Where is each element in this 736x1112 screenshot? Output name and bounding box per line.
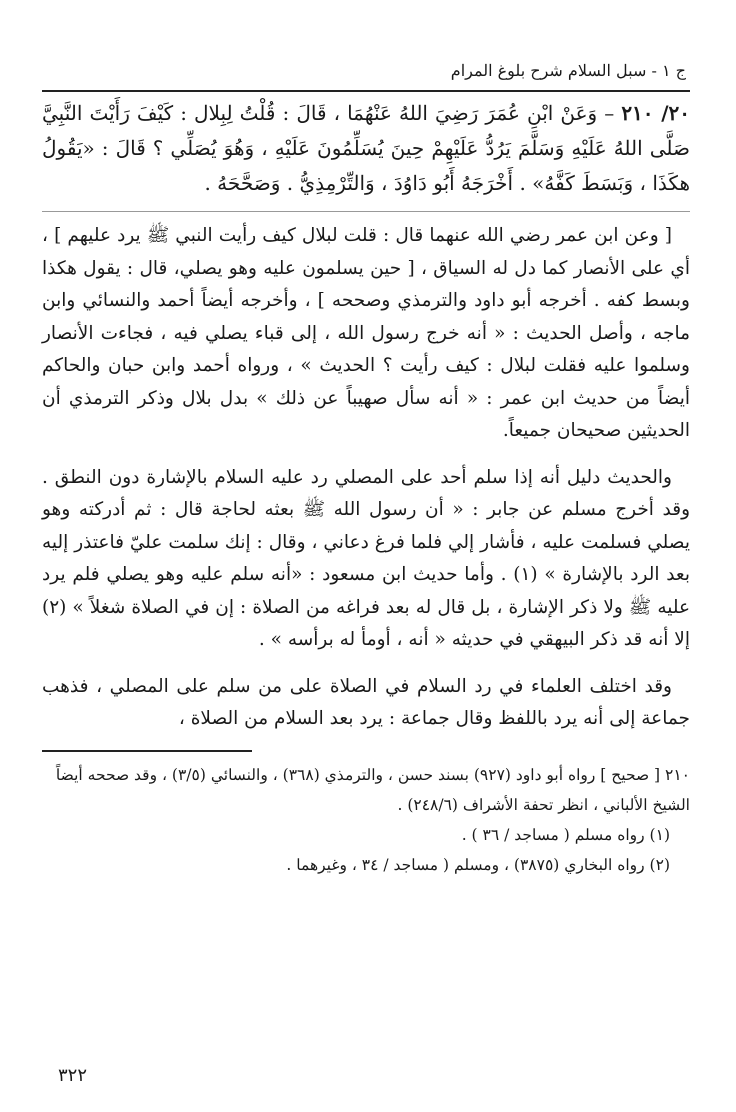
footnotes <box>42 760 690 880</box>
footnote-1: (١) رواه مسلم ( مساجد / ٣٦ ) . <box>461 825 670 844</box>
page-number: ٣٢٢ <box>58 1065 88 1086</box>
footnote-main: ٢١٠ [ صحيح ] رواه أبو داود (٩٢٧) بسند حسن ، والترمذي (٣٦٨) ، والنسائي (٣/٥) ، وقد صححه أيضاً الشيخ الألباني ، انظر تحفة الأشراف (٢٤٨/٦) . <box>55 765 690 814</box>
book-page <box>42 58 690 1072</box>
footnote-2: (٢) رواه البخاري (٣٨٧٥) ، ومسلم ( مساجد / ٣٤ ، وغيرهما . <box>286 855 670 874</box>
footnote-divider <box>42 750 252 752</box>
commentary-paragraph: وقد اختلف العلماء في رد السلام في الصلاة على من سلم على المصلي ، فذهب جماعة إلى أنه يرد باللفظ وقال جماعة : يرد بعد السلام من الصلاة ، <box>42 675 690 729</box>
hadith-number: ٢٠/ ٢١٠ <box>621 101 690 125</box>
hadith-text: – وَعَنْ ابْنِ عُمَرَ رَضِيَ اللهُ عَنْهُمَا ، قَالَ : قُلْتُ لِبِلال : كَيْفَ رَأَيْتَ النَّبِيَّ صَلَّى اللهُ عَلَيْهِ وَسَلَّمَ يَرُدُّ عَلَيْهِمْ حِينَ يُسَلِّمُونَ عَلَيْهِ ، وَهُوَ يُصَلِّي ؟ قَالَ : «يَقُولُ هكَذَا ، وَبَسَطَ كَفَّهُ» . أَخْرَجَهُ أَبُو دَاوُدَ ، وَالتِّرْمِذِيُّ . وَصَحَّحَهُ . <box>42 101 690 195</box>
hadith-text-block <box>42 96 690 201</box>
commentary-paragraph: والحديث دليل أنه إذا سلم أحد على المصلي رد عليه السلام بالإشارة دون النطق . وقد أخرج مسلم عن جابر : « أن رسول الله ﷺ بعثه لحاجة قال : ثم أدركته وهو يصلي فسلمت عليه ، فأشار إلي فلما فرغ دعاني ، وقال : إنك سلمت عليّ فاعتذر إليه بعد الرد بالإشارة » (١) . وأما حديث ابن مسعود : «أنه سلم عليه وهو يصلي فلم يرد عليه ﷺ ولا ذكر الإشارة ، بل قال له بعد فراغه من الصلاة : إن في الصلاة شغلاً » (٢) إلا أنه قد ذكر البيهقي في حديثه « أنه ، أومأ له برأسه » . <box>42 466 690 650</box>
header-divider <box>42 90 690 92</box>
running-header: ج ١ - سبل السلام شرح بلوغ المرام <box>450 61 686 80</box>
commentary-paragraph: [ وعن ابن عمر رضي الله عنهما قال : قلت لبلال كيف رأيت النبي ﷺ يرد عليهم ] ، أي على الأنصار كما دل له السياق ، [ حين يسلمون عليه وهو يصلي، قال : يقول هكذا وبسط كفه . أخرجه أبو داود والترمذي وصححه ] ، وأخرجه أيضاً أحمد والنسائي وابن ماجه ، وأصل الحديث : « أنه خرج رسول الله ، إلى قباء يصلي فيه ، فجاءت الأنصار وسلموا عليه فقلت لبلال : كيف رأيت ؟ الحديث » ، ورواه أحمد وابن حبان والحاكم أيضاً من حديث ابن عمر : « أنه سأل صهيباً عن ذلك » بدل بلال وذكر الترمذي أن الحديثين صحيحان جميعاً. <box>42 225 690 441</box>
hadith-divider <box>42 211 690 212</box>
